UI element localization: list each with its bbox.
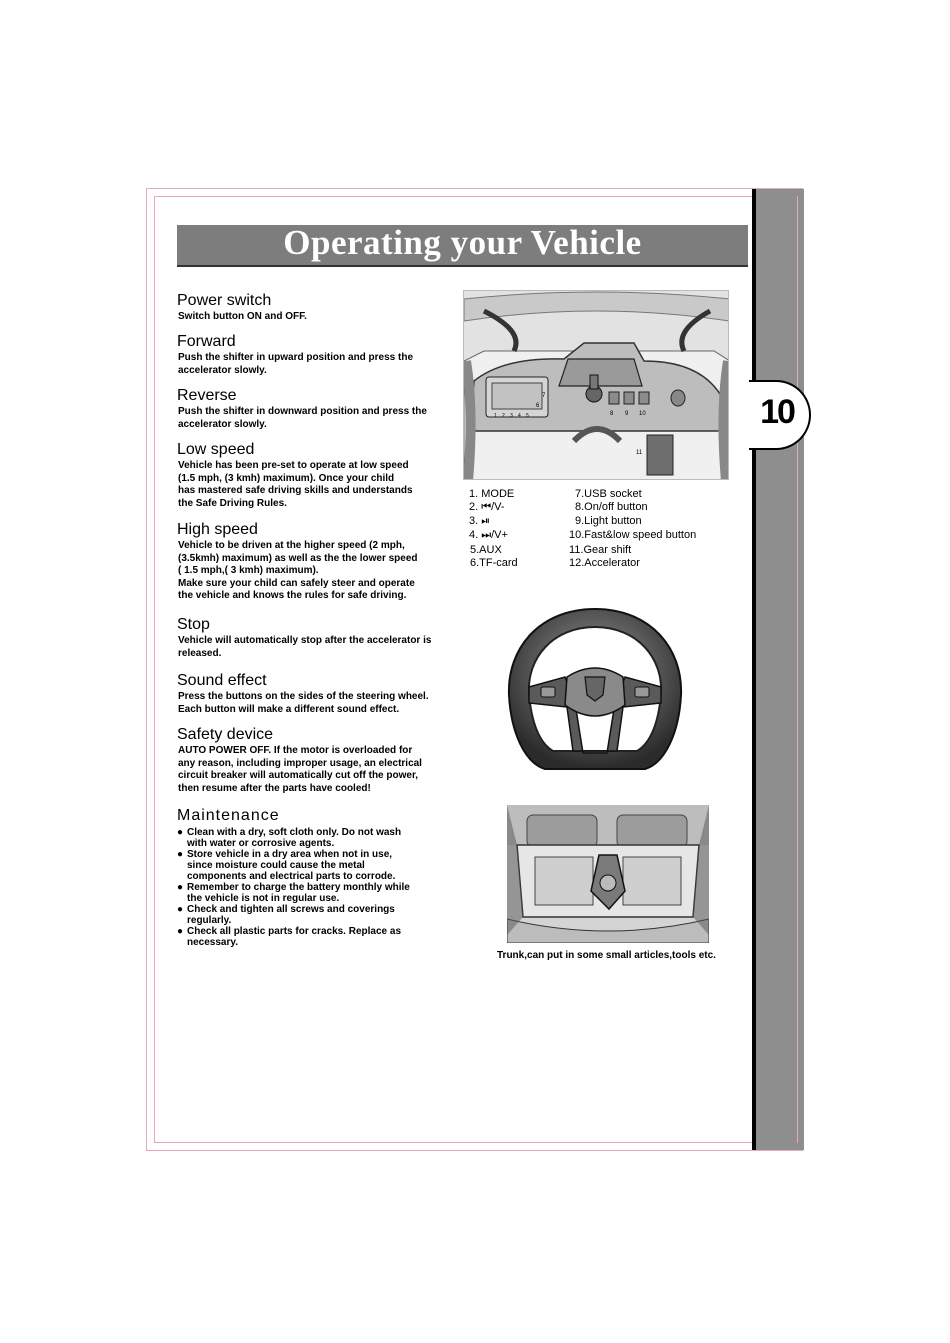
- section-text: Push the shifter in downward position and press the accelerator slowly.: [178, 406, 427, 430]
- page-title: Operating your Vehicle: [283, 223, 642, 262]
- section-sound-effect: [177, 671, 467, 716]
- section-text: Switch button ON and OFF.: [178, 311, 307, 322]
- list-item: ● Remember to charge the battery monthly while the vehicle is not in regular use.: [177, 882, 410, 904]
- callout-7: 7: [542, 393, 546, 399]
- page-number: 10: [760, 393, 794, 431]
- steering-wheel-illustration: [505, 603, 685, 775]
- section-heading: Sound effect: [177, 672, 267, 689]
- maintenance-list: [177, 827, 467, 948]
- bullet-icon: ●: [177, 904, 184, 915]
- dashboard-illustration: [463, 290, 729, 480]
- bullet-icon: ●: [177, 882, 184, 893]
- section-heading: Power switch: [177, 292, 272, 309]
- callout-9: 9: [625, 411, 629, 417]
- control-label: 8.On/off button: [575, 501, 648, 513]
- control-label: 12.Accelerator: [569, 557, 640, 569]
- control-label: 5.AUX: [470, 544, 502, 556]
- control-label: 9.Light button: [575, 515, 642, 527]
- control-label: 4. ⏭/V+: [469, 529, 508, 541]
- section-text: Push the shifter in upward position and press the accelerator slowly.: [178, 352, 414, 376]
- section-text: Vehicle to be driven at the higher speed (2 mph, (3.5kmh) maximum) as well as the the lower speed ( 1.5 mph,( 3 kmh) maximum). Make sure your child can safely steer and operate the vehicle and knows the rules for safe driving.: [178, 540, 418, 602]
- bullet-icon: ●: [177, 926, 184, 937]
- section-text: Vehicle will automatically stop after the accelerator is released.: [178, 635, 432, 659]
- control-label: 10.Fast&low speed button: [569, 529, 697, 541]
- callout-11: 11: [636, 450, 643, 456]
- callout-3: 3: [510, 413, 513, 419]
- section-maintenance: [177, 806, 467, 948]
- control-label: 6.TF-card: [470, 557, 518, 569]
- section-heading: Maintenance: [177, 807, 280, 824]
- side-bar-line: [797, 196, 798, 1143]
- bullet-icon: ●: [177, 827, 184, 838]
- steering-wheel-drawing: [505, 603, 685, 775]
- list-item: ● Check and tighten all screws and coverings regularly.: [177, 904, 395, 926]
- trunk-illustration: [507, 805, 709, 943]
- section-heading: Reverse: [177, 387, 237, 404]
- section-forward: [177, 332, 467, 377]
- bullet-icon: ●: [177, 849, 184, 860]
- music-label: Music: [633, 722, 651, 728]
- section-heading: Stop: [177, 616, 210, 633]
- section-reverse: [177, 386, 467, 431]
- control-label: 2. ⏮/V-: [469, 501, 505, 513]
- section-heading: High speed: [177, 521, 258, 538]
- callout-5: 5: [526, 413, 529, 419]
- section-high-speed: [177, 520, 467, 603]
- callout-6: 6: [536, 403, 540, 409]
- list-item: ● Store vehicle in a dry area when not in use, since moisture could cause the metal components and electrical parts to corrode.: [177, 849, 396, 882]
- list-item: ● Check all plastic parts for cracks. Replace as necessary.: [177, 926, 401, 948]
- callout-2: 2: [502, 413, 505, 419]
- section-heading: Forward: [177, 333, 236, 350]
- callout-8: 8: [610, 411, 614, 417]
- section-text: AUTO POWER OFF. If the motor is overloaded for any reason, including improper usage, an electrical circuit breaker will automatically cut off the power, then resume after the parts have cooled!: [178, 745, 422, 794]
- control-label: 1. MODE: [469, 488, 515, 500]
- callout-4: 4: [518, 413, 521, 419]
- dashboard-drawing: [464, 291, 729, 480]
- section-heading: Low speed: [177, 441, 255, 458]
- control-label: 11.Gear shift: [569, 544, 632, 556]
- control-label: 3. ⏯: [469, 515, 491, 527]
- trunk-caption: Trunk,can put in some small articles,tools etc.: [497, 950, 716, 961]
- section-heading: Safety device: [177, 726, 274, 743]
- section-text: Press the buttons on the sides of the steering wheel. Each button will make a different sound effect.: [178, 691, 429, 715]
- section-safety-device: [177, 725, 467, 795]
- horn-label: Horn: [542, 720, 556, 726]
- callout-1: 1: [494, 413, 497, 419]
- section-stop: [177, 615, 467, 660]
- section-text: Vehicle has been pre-set to operate at low speed (1.5 mph, (3 kmh) maximum). Once your child has mastered safe driving skills and understands the Safe Driving Rules.: [178, 460, 413, 509]
- callout-10: 10: [639, 411, 646, 417]
- section-power-switch: [177, 291, 467, 324]
- list-item: ● Clean with a dry, soft cloth only. Do not wash with water or corrosive agents.: [177, 827, 402, 849]
- section-low-speed: [177, 440, 467, 510]
- control-label: 7.USB socket: [575, 488, 642, 500]
- trunk-drawing: [507, 805, 709, 943]
